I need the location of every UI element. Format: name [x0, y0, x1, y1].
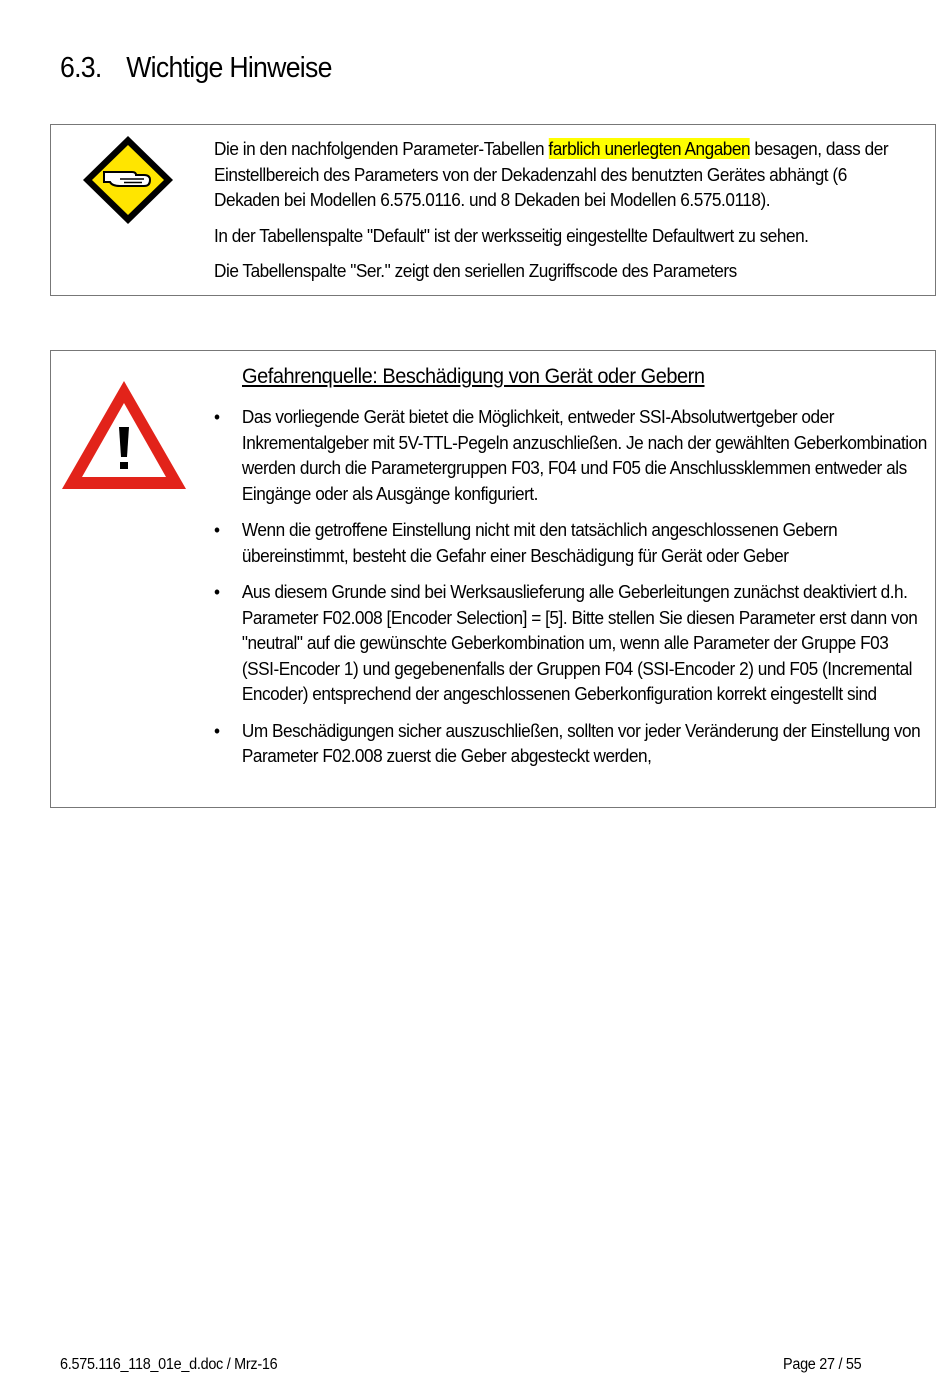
bullet-icon: • [214, 519, 220, 540]
section-title: Wichtige Hinweise [126, 52, 332, 84]
list-item: • Wenn die getroffene Einstellung nicht mit den tatsächlich angeschlossenen Gebern übereinstimmt, besteht die Gefahr einer Beschädigung für Gerät oder Geber [214, 519, 838, 566]
bullet-icon: • [214, 719, 220, 741]
warning-bullet-list [214, 404, 928, 780]
list-item: • Das vorliegende Gerät bietet die Möglichkeit, entweder SSI-Absolutwertgeber oder Inkrementalgeber mit 5V-TTL-Pegeln anzuschließen. Je nach der gewählten Geberkombination werden durch die Parametergruppen F03, F04 und F05 die Anschlussklemmen entweder als Eingänge oder als Ausgänge konfiguriert. [214, 406, 927, 504]
list-item: • Aus diesem Grunde sind bei Werksauslieferung alle Geberleitungen zunächst deaktiviert d.h. Parameter F02.008 [Encoder Selection] = [5]. Bitte stellen Sie diesen Parameter erst dann von "neutral" auf die gewünschte Geberkombination um, wenn alle Parameter der Gruppe F03 (SSI-Encoder 1) und gegebenenfalls der Gruppen F04 (SSI-Encoder 2) und F05 (Incremental Encoder) entsprechend der angeschlossenen Geberkonfiguration korrekt eingestellt sind [214, 581, 918, 704]
footer-page-number: Page 27 / 55 [783, 1356, 862, 1373]
footer-document-id: 6.575.116_118_01e_d.doc / Mrz-16 [60, 1356, 278, 1373]
section-number: 6.3. [60, 52, 102, 84]
note-text [214, 136, 906, 294]
highlighted-text: farblich unerlegten Angaben [548, 138, 751, 159]
note-paragraph-3: Die Tabellenspalte "Ser." zeigt den seriellen Zugriffscode des Parameters [214, 260, 737, 281]
bullet-icon: • [214, 406, 220, 427]
pointing-hand-diamond-icon [80, 134, 176, 226]
note-paragraph-1: Die in den nachfolgenden Parameter-Tabellen farblich unerlegten Angaben besagen, dass der Einstellbereich des Parameters von der Dekadenzahl des benutzten Gerätes abhängt (6 Dekaden bei Modellen 6.575.0116. und 8 Dekaden bei Modellen 6.575.0118). [214, 138, 889, 210]
section-heading [60, 52, 332, 85]
list-item: • Um Beschädigungen sicher auszuschließen, sollten vor jeder Veränderung der Einstellung von Parameter F02.008 zuerst die Geber abgesteckt werden, [214, 719, 921, 766]
warning-title: Gefahrenquelle: Beschädigung von Gerät oder Gebern [242, 364, 705, 388]
warning-triangle-icon [60, 379, 188, 491]
bullet-icon: • [214, 581, 220, 602]
note-paragraph-2: In der Tabellenspalte "Default" ist der werksseitig eingestellte Defaultwert zu sehen. [214, 224, 809, 246]
